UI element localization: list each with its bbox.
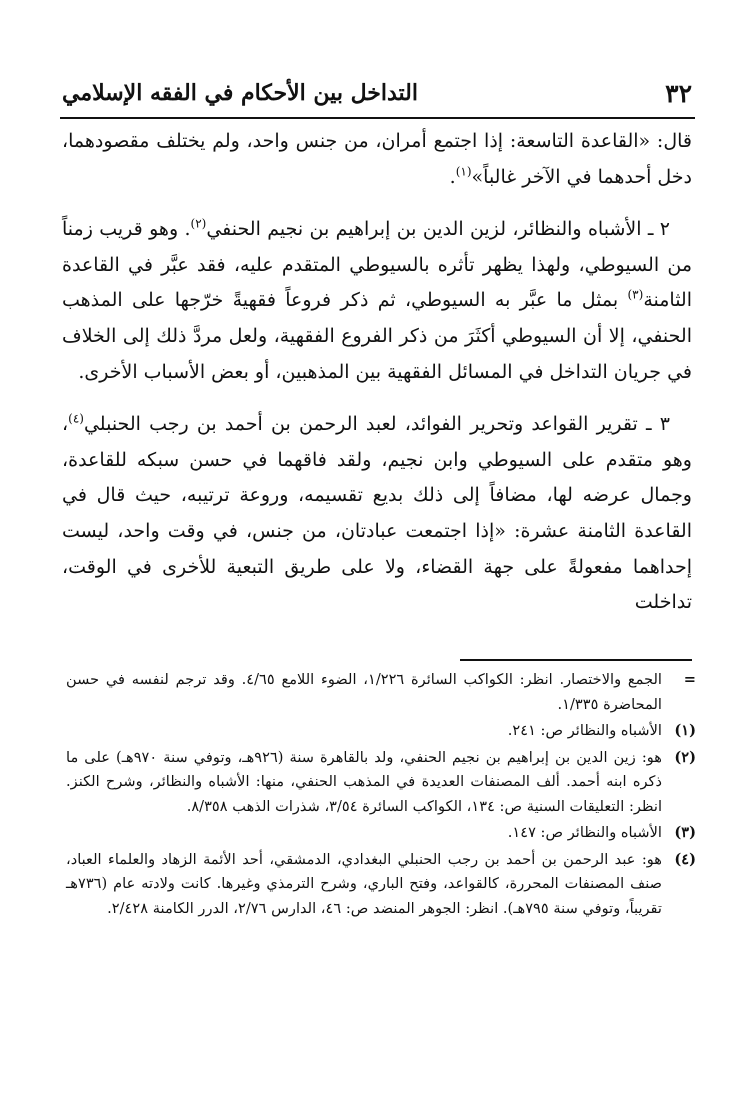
footnote-text: هو: عبد الرحمن بن أحمد بن رجب الحنبلي البغدادي، الدمشقي، أحد الأئمة الزهاد والعلماء العباد، صنف المصنفات المحررة، كالقواعد، وفتح الباري، وشرح الترمذي وغيرها. كانت ولادته عام (٧٣٦هـ تقريباً، وتوفي سنة ٧٩٥هـ). انظر: الجوهر المنضد ص: ٤٦، الدارس ٢/٧٦، الدرر الكامنة ٢/٤٢٨. <box>66 850 662 917</box>
footnote-mark: = <box>683 671 696 688</box>
footnote-ref-2: (٢) <box>190 216 207 231</box>
paragraph-2 <box>62 212 692 390</box>
footnote-separator <box>460 659 692 661</box>
paragraph-2-rest: بمثل ما عبَّر به السيوطي، ثم ذكر فروعاً فقهيةً خرّجها على المذهب الحنفي، إلا أن السيوطي أكثَرَ من ذكر الفروع الفقهية، ولعل مردَّ ذلك إلى الخلاف في جريان التداخل في المسائل الفقهية بين المذهبين، أو بعض الأسباب الأخرى. <box>62 289 692 383</box>
page-header <box>62 70 692 116</box>
footnote-3 <box>66 821 696 846</box>
paragraph-3 <box>62 407 692 621</box>
footnote-text: الأشباه والنظائر ص: ١٤٧. <box>507 824 662 841</box>
footnote-ref-4: (٤) <box>68 411 84 426</box>
footnote-text: الجمع والاختصار. انظر: الكواكب السائرة ١/٢٢٦، الضوء اللامع ٤/٦٥. وقد ترجم لنفسه في حسن المحاضرة ١/٣٣٥. <box>66 671 662 713</box>
header-rule <box>60 117 695 119</box>
footnote-4 <box>66 848 696 922</box>
paragraph-1-end: . <box>449 165 456 188</box>
footnote-text: هو: زين الدين بن إبراهيم بن نجيم الحنفي، ولد بالقاهرة سنة (٩٢٦هـ، وتوفي سنة ٩٧٠هـ) على ما ذكره ابنه أحمد. ألف المصنفات العديدة في المذهب الحنفي، منها: الأشباه والنظائر، وشرح الكنز. انظر: التعليقات السنية ص: ١٣٤، الكواكب السائرة ٣/٥٤، شذرات الذهب ٨/٣٥٨. <box>66 748 662 815</box>
paragraph-2-mid: . وهو قريب زمناً من السيوطي، ولهذا يظهر تأثره بالسيوطي المتقدم عليه، فقد عبَّر في القاعدة الثامنة <box>62 218 692 312</box>
footnote-text: الأشباه والنظائر ص: ٢٤١. <box>507 722 662 739</box>
footnotes <box>66 668 696 923</box>
footnote-2 <box>66 746 696 820</box>
running-title: التداخل بين الأحكام في الفقه الإسلامي <box>62 80 418 106</box>
paragraph-2-lead: ٢ ـ الأشباه والنظائر، لزين الدين بن إبراهيم بن نجيم الحنفي <box>206 218 670 241</box>
footnote-mark: (٣) <box>674 824 696 841</box>
paragraph-1-text: قال: «القاعدة التاسعة: إذا اجتمع أمران، من جنس واحد، ولم يختلف مقصودهما، دخل أحدهما في الآخر غالباً» <box>62 130 692 188</box>
footnote-1 <box>66 719 696 744</box>
paragraph-1 <box>62 124 692 195</box>
paragraph-3-rest: ، وهو متقدم على السيوطي وابن نجيم، ولقد فاقهما في حسن سبكه للقاعدة، وجمال عرضه لها، مضافاً إلى ذلك بديع تقسيمه، وروعة ترتيبه، حيث قال في القاعدة الثامنة عشرة: «إذا اجتمعت عبادتان، من جنس، في وقت واحد، ليست إحداهما مفعولةً على جهة القضاء، ولا على طريق التبعية للأخرى في الوقت، تداخلت <box>62 413 692 614</box>
footnote-ref-3: (٣) <box>627 288 644 303</box>
footnote-ref-1: (١) <box>455 164 472 179</box>
footnote-mark: (٤) <box>674 850 696 868</box>
footnote-mark: (٢) <box>674 748 696 766</box>
footnote-continued <box>66 668 696 717</box>
paragraph-3-lead: ٣ ـ تقرير القواعد وتحرير الفوائد، لعبد الرحمن بن أحمد بن رجب الحنبلي <box>83 413 670 436</box>
page-number: ٣٢ <box>665 78 692 108</box>
footnote-mark: (١) <box>674 722 696 739</box>
main-text <box>62 124 692 621</box>
